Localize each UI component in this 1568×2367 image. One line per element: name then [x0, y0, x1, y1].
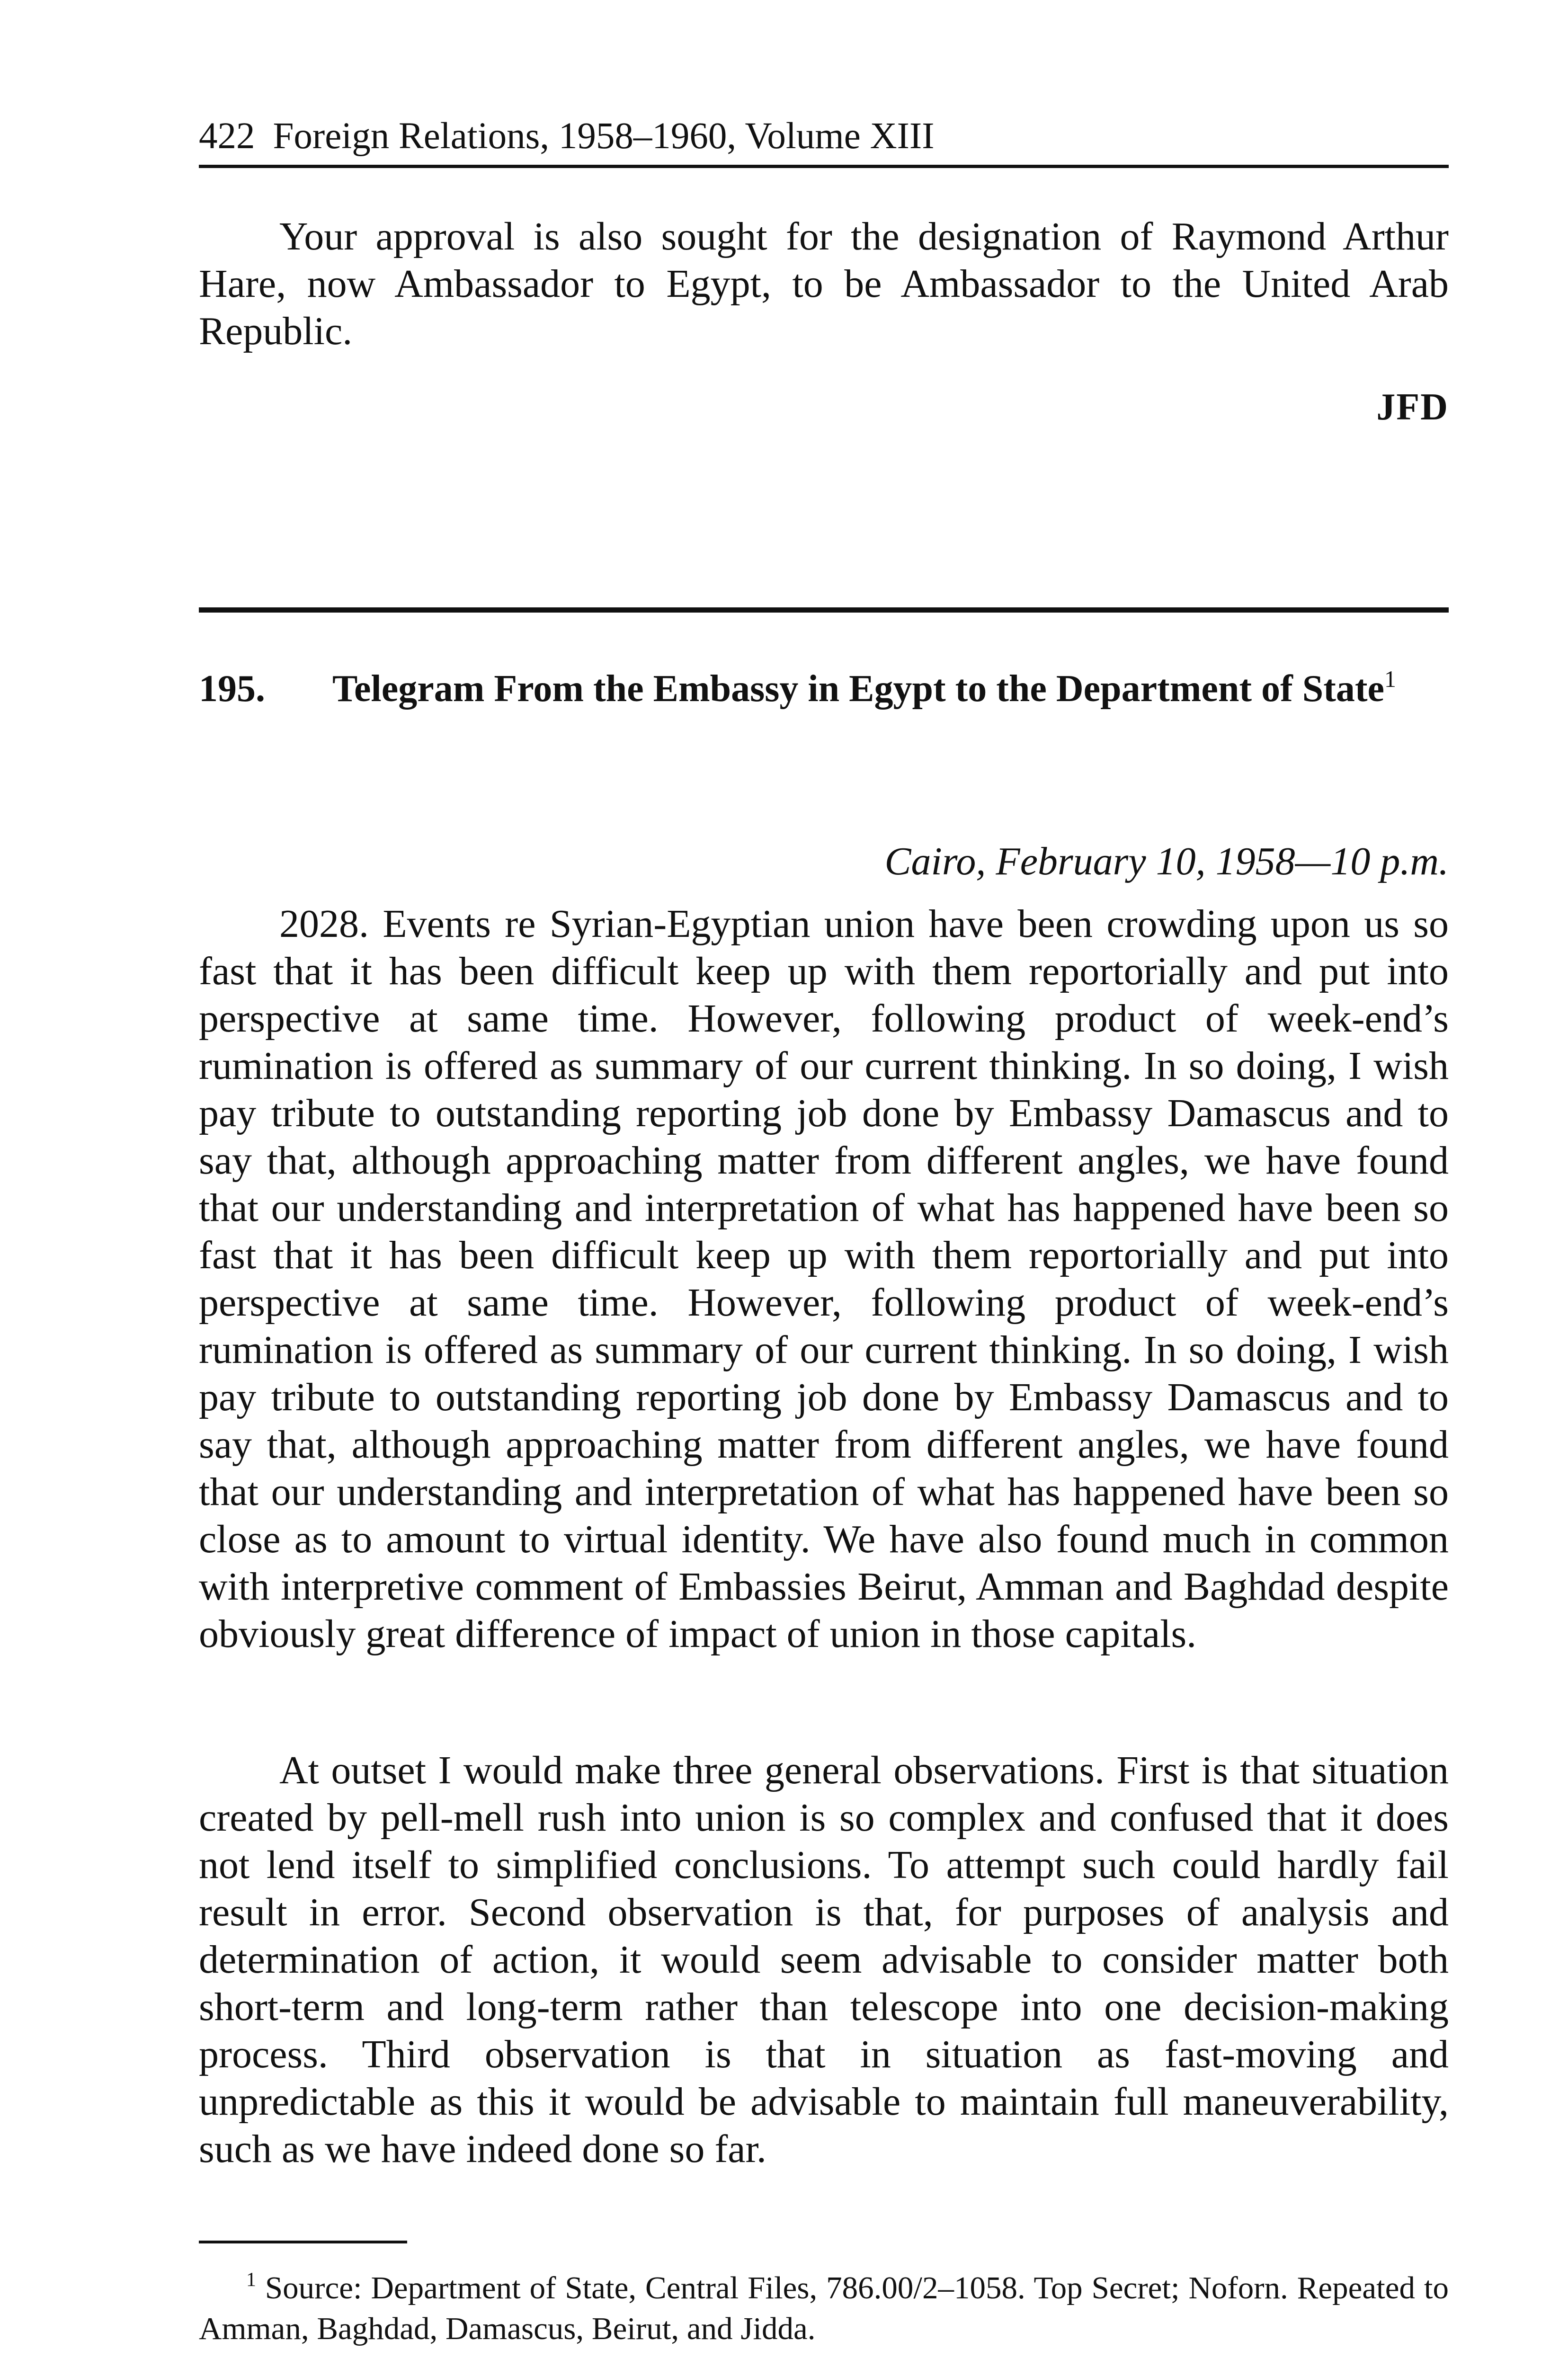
- telegram-paragraph-1: 2028. Events re Syrian-Egyptian union have been crowding upon us so fast that it has been difficult keep up with them reportorially and put into perspective at same time. However, following product of week-end’s rumination is offered as summary of our current thinking. In so doing, I wish pay tribute to outstanding reporting job done by Embassy Damascus and to say that, although approaching matter from different angles, we have found that our understanding and interpretation of what has happened have been so fast that it has been difficult keep up with them reportorially and put into perspective at same time. However, following product of week-end’s rumination is offered as summary of our current thinking. In so doing, I wish pay tribute to outstanding reporting job done by Embassy Damascus and to say that, although approaching matter from different angles, we have found that our understanding and interpretation of what has happened have been so close as to amount to virtual identity. We have also found much in common with interpretive comment of Embassies Beirut, Amman and Baghdad despite obviously great difference of impact of union in those capitals.: [199, 902, 1449, 1656]
- footnote-divider: [199, 2241, 407, 2243]
- document-number: 195.: [199, 668, 265, 710]
- telegram-paragraph-2: At outset I would make three general observations. First is that situation created by pell-mell rush into union is so complex and confused that it does not lend itself to simplified conclusions. To attempt such could hardly fail result in error. Second observation is that, for purposes of analysis and determination of action, it would seem advisable to consider matter both short-term and long-term rather than telescope into one decision-making process. Third observation is that in situation as fast-moving and unpredictable as this it would be advisable to maintain full maneuverability, such as we have indeed done so far.: [199, 1748, 1449, 2171]
- footnote-ref[interactable]: 1: [1384, 666, 1396, 692]
- section-divider: [199, 607, 1449, 613]
- footnote-marker: 1: [246, 2269, 256, 2291]
- volume-title: Foreign Relations, 1958–1960, Volume XIII: [273, 116, 935, 157]
- signature-initials: JFD: [1376, 386, 1449, 428]
- footnote-text: Source: Department of State, Central Files, 786.00/2–1058. Top Secret; Noforn. Repeated to Amman, Baghdad, Damascus, Beirut, and Jidda.: [199, 2270, 1449, 2346]
- running-head: [199, 113, 1449, 168]
- intro-paragraph: Your approval is also sought for the designation of Raymond Arthur Hare, now Ambassador to Egypt, to be Ambassador to the United Arab Republic.: [199, 214, 1449, 353]
- footnote: [199, 2268, 1449, 2349]
- document-title: Telegram From the Embassy in Egypt to the Department of State: [332, 668, 1384, 710]
- book-page: [199, 0, 1449, 2367]
- document-title-wrap: [332, 665, 1449, 712]
- dateline: Cairo, February 10, 1958—10 p.m.: [884, 839, 1449, 883]
- page-number: 422: [199, 116, 255, 157]
